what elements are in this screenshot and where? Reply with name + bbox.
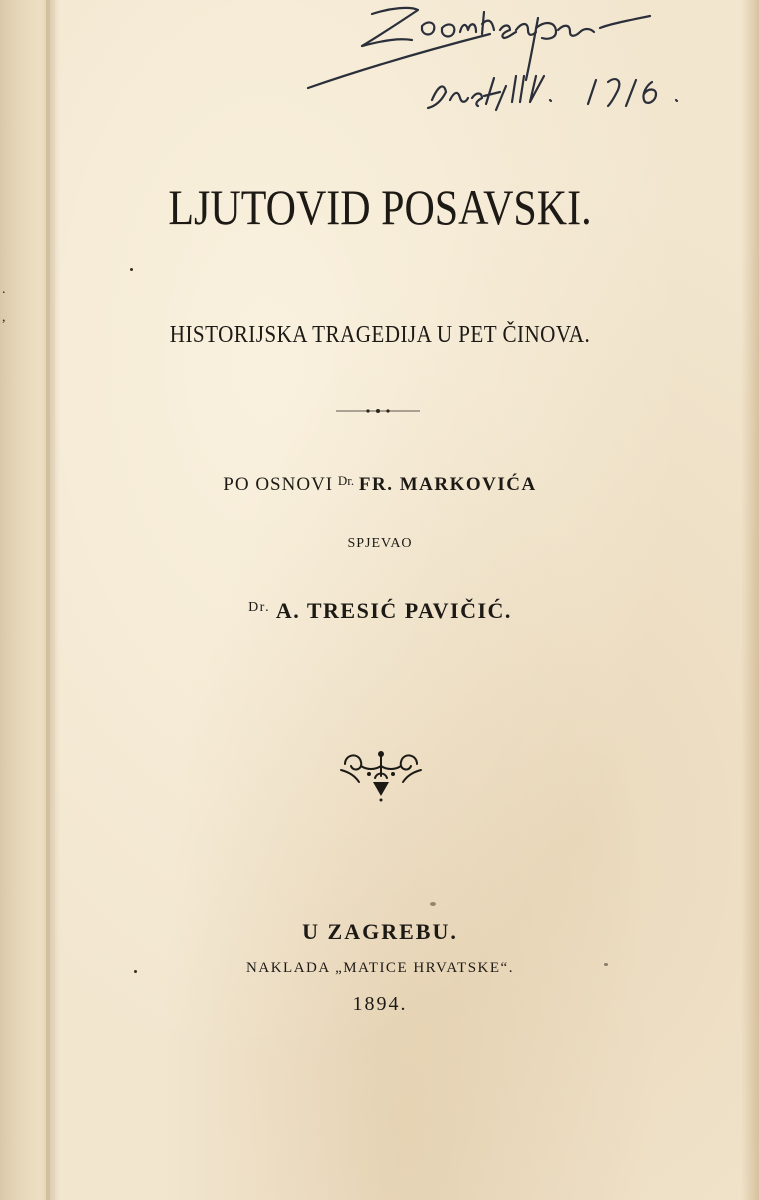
paper-speck: [134, 970, 137, 973]
based-on-credit: [55, 473, 705, 496]
ornamental-rule: [336, 408, 420, 414]
paper-speck: [430, 902, 436, 906]
based-on-name: FR. MARKOVIĆA: [358, 474, 537, 495]
author-name: A. TRESIĆ PAVIČIĆ.: [275, 598, 512, 623]
handwritten-inscription: [300, 0, 740, 130]
book-title: LJUTOVID POSAVSKI.: [168, 179, 592, 235]
printers-ornament-icon: [339, 746, 423, 802]
verse-credit: SPJEVAO: [347, 536, 413, 551]
publication-place: U ZAGREBU.: [302, 919, 458, 944]
author-line: [55, 598, 705, 624]
paper-speck: [604, 963, 608, 966]
book-gutter: [0, 0, 50, 1200]
publisher: NAKLADA „MATICE HRVATSKE“.: [246, 960, 514, 976]
based-on-prefix: PO OSNOVI: [223, 474, 334, 495]
gutter-ink-mark: .: [2, 282, 6, 297]
paper-speck: [130, 268, 133, 271]
publication-year: 1894.: [352, 993, 408, 1015]
gutter-ink-mark: ,: [2, 310, 6, 325]
based-on-dr: Dr.: [337, 473, 355, 488]
author-dr: Dr.: [248, 600, 271, 615]
book-subtitle: HISTORIJSKA TRAGEDIJA U PET ČINOVA.: [169, 322, 591, 348]
page-edge-shadow: [741, 0, 759, 1200]
